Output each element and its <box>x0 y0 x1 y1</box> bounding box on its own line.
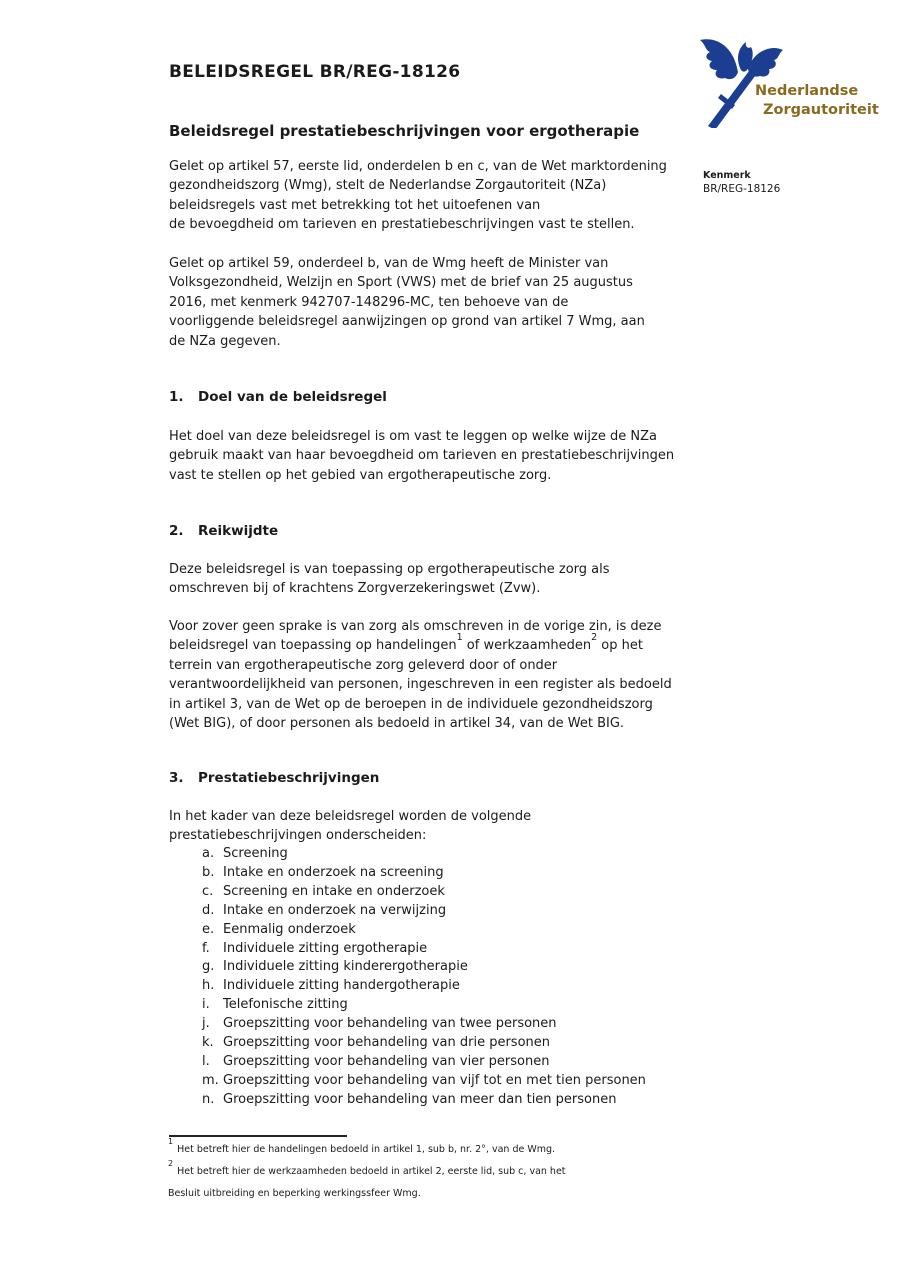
list-item-letter: k. <box>202 1035 214 1051</box>
list-item <box>202 940 646 959</box>
list-item <box>202 883 646 902</box>
reference-note <box>703 170 780 195</box>
list-item-label: Screening <box>223 846 288 861</box>
text-line: prestatiebeschrijvingen onderscheiden: <box>169 828 427 844</box>
footnote-2-marker: 2 <box>168 1158 174 1168</box>
list-item-letter: l. <box>202 1053 210 1069</box>
reference-value: BR/REG-18126 <box>703 183 781 195</box>
paragraph-continuation <box>169 656 672 734</box>
section-2-number: 2. <box>169 523 184 539</box>
logo-wordmark-line1: Nederlandse <box>755 83 859 99</box>
text-line: de NZa gegeven. <box>169 333 281 349</box>
section-1-paragraph <box>169 427 674 485</box>
list-item-label: Groepszitting voor behandeling van meer dan tien personen <box>223 1091 617 1107</box>
section-3-heading <box>169 770 379 786</box>
list-item <box>202 996 646 1015</box>
list-item <box>202 845 646 864</box>
text-line: In het kader van deze beleidsregel worden de volgende <box>169 809 532 824</box>
text-line: omschreven bij of krachtens Zorgverzekeringswet (Zvw). <box>169 581 541 597</box>
text-line: vast te stellen op het gebied van ergotherapeutische zorg. <box>169 467 552 483</box>
text-line <box>169 632 672 655</box>
list-item-letter: e. <box>202 921 215 937</box>
text-line: in artikel 3, van de Wet op de beroepen in de individuele gezondheidszorg <box>169 696 653 712</box>
list-item-label: Individuele zitting handergotherapie <box>223 978 460 994</box>
list-item <box>202 1053 646 1072</box>
footnote-2 <box>168 1158 566 1183</box>
list-item-label: Groepszitting voor behandeling van vijf tot en met tien personen <box>223 1072 646 1088</box>
footnote-1 <box>168 1136 566 1161</box>
list-item <box>202 1034 646 1053</box>
list-item-letter: f. <box>202 940 210 956</box>
document-subtitle: Beleidsregel prestatiebeschrijvingen voor ergotherapie <box>169 122 640 140</box>
footnote-1-marker: 1 <box>168 1136 174 1146</box>
list-item <box>202 864 646 883</box>
list-item-label: Screening en intake en onderzoek <box>223 883 445 899</box>
section-1-title: Doel van de beleidsregel <box>198 389 387 405</box>
text-line: 2016, met kenmerk 942707-148296-MC, ten behoeve van de <box>169 294 569 310</box>
list-item <box>202 1015 646 1034</box>
text-line: voorliggende beleidsregel aanwijzingen op grond van artikel 7 Wmg, aan <box>169 314 645 330</box>
list-item-letter: c. <box>202 883 214 899</box>
list-item-label: Intake en onderzoek na verwijzing <box>223 902 447 918</box>
footnote-ref-2: 2 <box>591 632 598 644</box>
prestatie-list <box>202 845 646 1110</box>
text-line: Deze beleidsregel is van toepassing op ergotherapeutische zorg als <box>169 562 610 577</box>
footnote-ref-1: 1 <box>456 632 463 644</box>
list-item-letter: b. <box>202 864 215 880</box>
logo-wordmark-line2: Zorgautoriteit <box>763 102 879 118</box>
list-item-letter: a. <box>202 846 215 861</box>
text-line: gebruik maakt van haar bevoegdheid om tarieven en prestatiebeschrijvingen <box>169 448 675 464</box>
list-item-label: Telefonische zitting <box>223 997 348 1013</box>
list-item-label: Groepszitting voor behandeling van twee personen <box>223 1016 557 1032</box>
section-1-number: 1. <box>169 389 184 405</box>
list-item-letter: g. <box>202 959 215 975</box>
nza-logo <box>690 26 895 131</box>
list-item-label: Groepszitting voor behandeling van vier personen <box>223 1053 550 1069</box>
list-item-letter: m. <box>202 1072 219 1088</box>
text-line: Volksgezondheid, Welzijn en Sport (VWS) met de brief van 25 augustus <box>169 275 633 291</box>
list-item-label: Intake en onderzoek na screening <box>223 864 444 880</box>
text-line: verantwoordelijkheid van personen, ingeschreven in een register als bedoeld <box>169 677 672 693</box>
text-segment: beleidsregel van toepassing op handelingen <box>169 638 457 654</box>
text-line: gezondheidszorg (Wmg), stelt de Nederlandse Zorgautoriteit (NZa) <box>169 178 607 194</box>
text-line: Voor zover geen sprake is van zorg als omschreven in de vorige zin, is deze <box>169 619 662 634</box>
list-item <box>202 958 646 977</box>
list-item-letter: n. <box>202 1091 215 1107</box>
text-line: terrein van ergotherapeutische zorg geleverd door of onder <box>169 657 558 673</box>
reference-label: Kenmerk <box>703 170 751 181</box>
footnotes <box>168 1136 566 1204</box>
list-item-label: Individuele zitting kinderergotherapie <box>223 959 468 975</box>
text-segment: op het <box>597 638 643 654</box>
list-item-label: Groepszitting voor behandeling van drie personen <box>223 1035 551 1051</box>
section-3-paragraph <box>169 807 531 846</box>
footnote-1-text: Het betreft hier de handelingen bedoeld in artikel 1, sub b, nr. 2°, van de Wmg. <box>177 1144 556 1155</box>
text-line: de bevoegdheid om tarieven en prestatiebeschrijvingen vast te stellen. <box>169 217 635 233</box>
list-item-letter: d. <box>202 902 215 918</box>
list-item-letter: h. <box>202 978 215 994</box>
document-title: BELEIDSREGEL BR/REG-18126 <box>169 62 461 82</box>
footnote-2-text: Het betreft hier de werkzaamheden bedoeld in artikel 2, eerste lid, sub c, van het <box>177 1165 566 1177</box>
text-line: Het doel van deze beleidsregel is om vast te leggen op welke wijze de NZa <box>169 429 657 444</box>
section-3-number: 3. <box>169 770 184 786</box>
section-2-title: Reikwijdte <box>198 523 279 539</box>
text-segment: of werkzaamheden <box>462 638 592 654</box>
list-item <box>202 977 646 996</box>
section-3-title: Prestatiebeschrijvingen <box>198 770 380 786</box>
list-item-letter: j. <box>202 1016 210 1032</box>
list-item <box>202 921 646 940</box>
section-2-paragraph-1 <box>169 560 610 599</box>
preamble-paragraph-1 <box>169 157 667 235</box>
preamble-paragraph-2 <box>169 254 645 351</box>
list-item <box>202 1072 646 1091</box>
list-item-label: Eenmalig onderzoek <box>223 921 356 937</box>
text-line: beleidsregels vast met betrekking tot het uitoefenen van <box>169 197 541 213</box>
footnote-divider <box>169 1135 347 1137</box>
list-item <box>202 1091 646 1110</box>
list-item-label: Individuele zitting ergotherapie <box>223 940 428 956</box>
list-item <box>202 902 646 921</box>
section-2-paragraph-2 <box>169 617 672 733</box>
list-item-letter: i. <box>202 997 210 1013</box>
section-2-heading <box>169 523 278 539</box>
text-line: Gelet op artikel 59, onderdeel b, van de Wmg heeft de Minister van <box>169 256 609 271</box>
section-1-heading <box>169 389 387 405</box>
text-line: Gelet op artikel 57, eerste lid, onderdelen b en c, van de Wet marktordening <box>169 159 667 174</box>
footnote-2-continuation: Besluit uitbreiding en beperking werkingssfeer Wmg. <box>168 1187 421 1199</box>
text-line: (Wet BIG), of door personen als bedoeld in artikel 34, van de Wet BIG. <box>169 716 625 732</box>
